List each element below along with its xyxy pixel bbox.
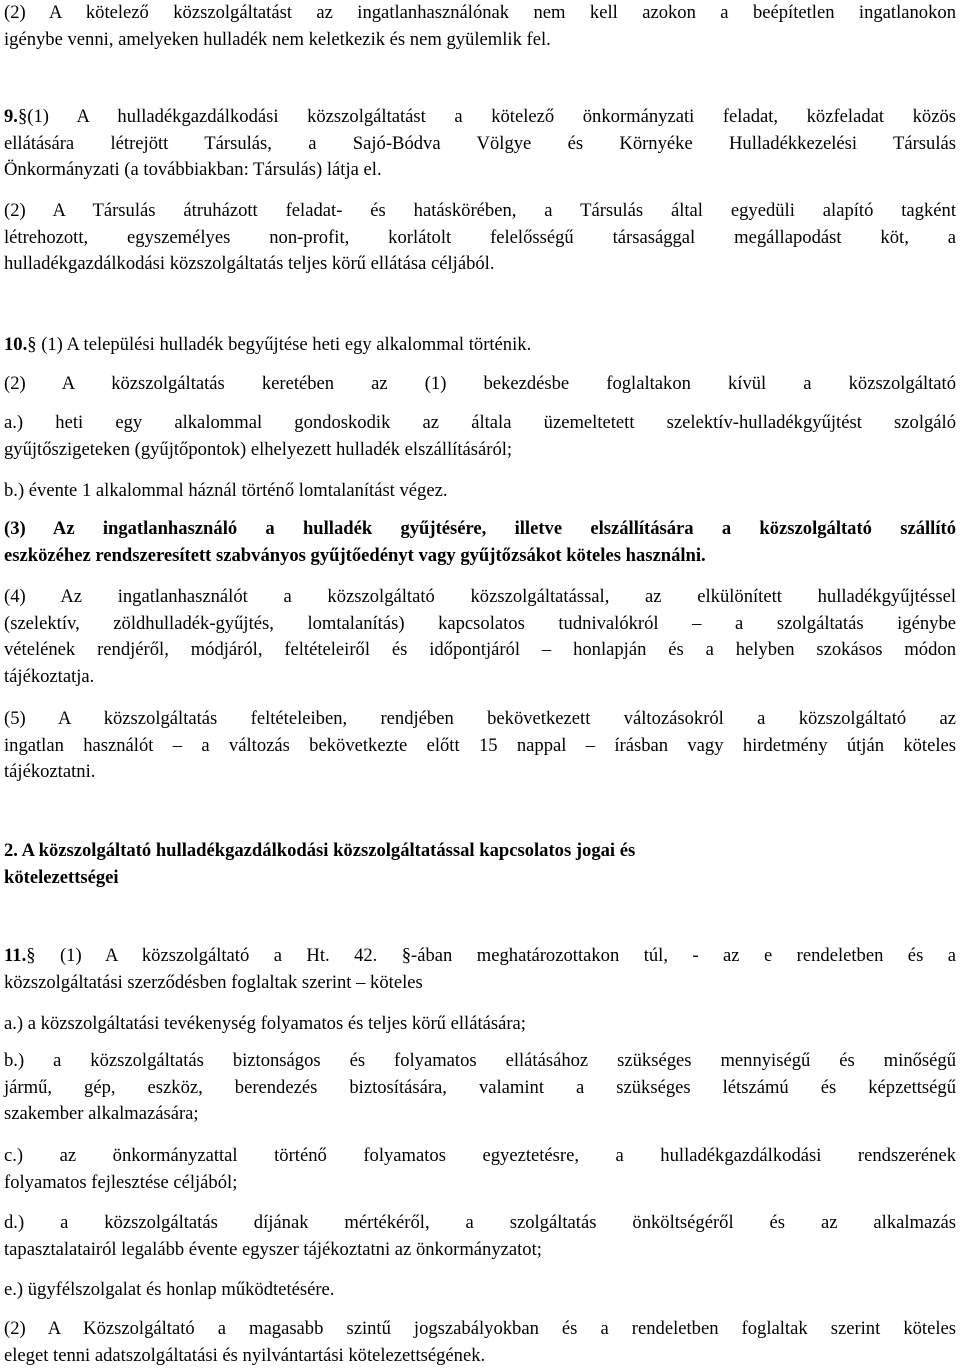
text-line (4, 104, 956, 131)
text-line: közszolgáltatási szerződésben foglaltak szerint – köteles (4, 971, 423, 993)
text-line: (3) Az ingatlanhasználó a hulladék gyűjtésére, illetve elszállítására a közszolgáltató szállító (4, 518, 956, 539)
section-10-item-a (4, 410, 956, 463)
section-11-item-d (4, 1210, 956, 1263)
text-line: tájékoztatni. (4, 761, 96, 782)
text-line (4, 943, 956, 970)
section-11-paragraph-2 (4, 1316, 956, 1369)
section-10-paragraph-4 (4, 584, 956, 690)
text-line: ellátására létrejött Társulás, a Sajó-Bódva Völgye és Környéke Hulladékkezelési Társulás (4, 132, 956, 154)
text-line: e.) ügyfélszolgalat és honlap működtetésére. (4, 1279, 335, 1300)
section-number: 9. (4, 106, 18, 127)
section-text: § (1) A közszolgáltató a Ht. 42. §-ában meghatározottakon túl, - az e rendeletben és a (26, 945, 956, 966)
text-line: a.) heti egy alkalommal gondoskodik az általa üzemeltetett szelektív-hulladékgyűjtést szolgáló (4, 412, 956, 433)
text-line: vételének rendjéről, módjáról, feltételeiről és időpontjáról – honlapján és a helyben szokásos módon (4, 639, 956, 660)
text-line: létrehozott, egyszemélyes non-profit, korlátolt felelősségű társasággal megállapodást köt, a (4, 226, 956, 248)
text-line: hulladékgazdálkodási közszolgáltatás teljes körű ellátása céljából. (4, 253, 495, 274)
section-11-item-b (4, 1048, 956, 1128)
text-line: eleget tenni adatszolgáltatási és nyilvántartási kötelezettségének. (4, 1344, 486, 1366)
chapter-heading (4, 838, 956, 891)
text-line: 2. A közszolgáltató hulladékgazdálkodási közszolgáltatással kapcsolatos jogai és (4, 840, 636, 861)
text-line (4, 332, 956, 359)
text-line: folyamatos fejlesztése céljából; (4, 1171, 238, 1193)
text-line: tapasztalatairól legalább évente egyszer tájékoztatni az önkormányzatot; (4, 1238, 542, 1260)
section-text: § (1) A települési hulladék begyűjtése heti egy alkalommal történik. (27, 334, 532, 355)
section-11-item-c (4, 1143, 956, 1196)
text-line: b.) évente 1 alkalommal háznál történő lomtalanítást végez. (4, 480, 448, 501)
text-line: kötelezettségei (4, 866, 119, 888)
text-line: gyűjtőszigeteken (gyűjtőpontok) elhelyezett hulladék elszállításáról; (4, 438, 513, 460)
section-11 (4, 943, 956, 996)
section-10-paragraph-2 (4, 371, 956, 398)
text-line: (2) A kötelező közszolgáltatást az ingatlanhasználónak nem kell azokon a beépítetlen ingatlanokon (4, 2, 956, 23)
text-line: b.) a közszolgáltatás biztonságos és folyamatos ellátásához szükséges mennyiségű és minőségű (4, 1050, 956, 1071)
section-number: 10. (4, 334, 28, 355)
text-line: (4) Az ingatlanhasználót a közszolgáltató közszolgáltatással, az elkülönített hulladékgyűjtéssel (4, 586, 956, 607)
section-9 (4, 104, 956, 184)
section-10-item-b (4, 478, 956, 505)
section-text: §(1) A hulladékgazdálkodási közszolgáltatást a kötelező önkormányzati feladat, közfeladat közös (17, 106, 956, 127)
text-line: Önkormányzati (a továbbiakban: Társulás) látja el. (4, 159, 382, 180)
text-line: a.) a közszolgáltatási tevékenység folyamatos és teljes körű ellátására; (4, 1013, 526, 1034)
text-line: (szelektív, zöldhulladék-gyűjtés, lomtalanítás) kapcsolatos tudnivalókról – a szolgáltatás igénybe (4, 612, 956, 634)
text-line: (2) A közszolgáltatás keretében az (1) bekezdésbe foglaltakon kívül a közszolgáltató (4, 373, 956, 394)
text-line: (2) A Társulás átruházott feladat- és hatáskörében, a Társulás által egyedüli alapító tagként (4, 200, 956, 221)
text-line: c.) az önkormányzattal történő folyamatos egyeztetésre, a hulladékgazdálkodási rendszerének (4, 1145, 956, 1166)
section-10-paragraph-5 (4, 706, 956, 786)
section-number: 11. (4, 945, 27, 966)
section-10 (4, 332, 956, 359)
text-line: eszközéhez rendszeresített szabványos gyűjtőedényt vagy gyűjtőzsákot köteles használni. (4, 544, 706, 566)
text-line: (2) A Közszolgáltató a magasabb szintű jogszabályokban és a rendeletben foglaltak szerint köteles (4, 1318, 956, 1339)
paragraph-9-prev-2 (4, 0, 956, 53)
text-line: tájékoztatja. (4, 665, 95, 687)
text-line: szakember alkalmazására; (4, 1103, 199, 1124)
section-10-paragraph-3 (4, 516, 956, 569)
text-line: igénybe venni, amelyeken hulladék nem keletkezik és nem gyülemlik fel. (4, 28, 551, 50)
section-9-paragraph-2 (4, 198, 956, 278)
text-line: jármű, gép, eszköz, berendezés biztosítására, valamint a szükséges létszámú és képzettségű (4, 1076, 956, 1098)
text-line: (5) A közszolgáltatás feltételeiben, rendjében bekövetkezett változásokról a közszolgáltató az (4, 708, 956, 729)
text-line: d.) a közszolgáltatás díjának mértékéről, a szolgáltatás önköltségéről és az alkalmazás (4, 1212, 956, 1233)
section-11-item-a (4, 1011, 956, 1038)
section-11-item-e (4, 1277, 956, 1304)
text-line: ingatlan használót – a változás bekövetkezte előtt 15 nappal – írásban vagy hirdetmény útján köteles (4, 734, 956, 756)
